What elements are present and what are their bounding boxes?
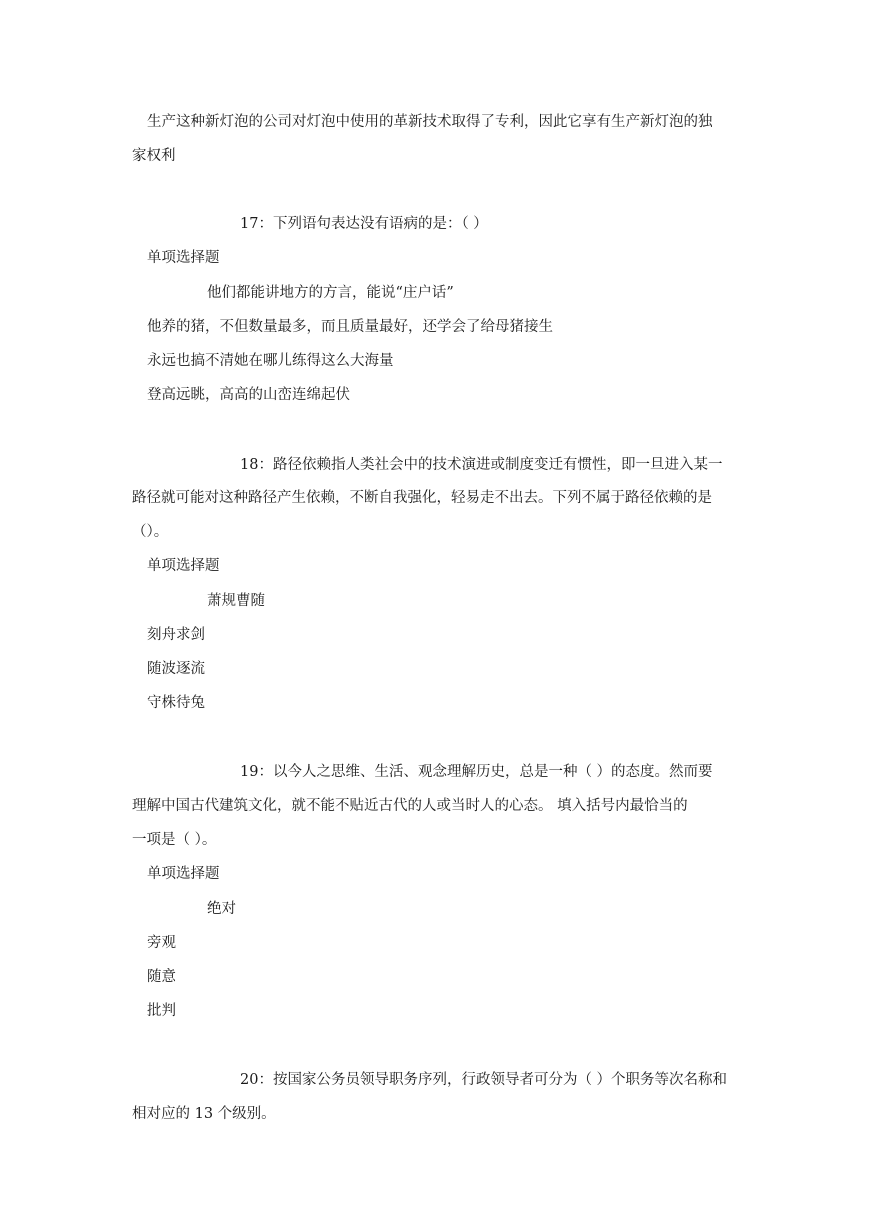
question-17-option-a[interactable]: 他们都能讲地方的方言，能说“庄户话” <box>207 285 454 301</box>
question-17-type: 单项选择题 <box>147 250 220 266</box>
question-19-option-a[interactable]: 绝对 <box>207 901 236 917</box>
question-17-option-b[interactable]: 他养的猪，不但数量最多，而且质量最好，还学会了给母猪接生 <box>147 319 553 335</box>
question-19-stem-line-3: 一项是（ ）。 <box>132 832 217 848</box>
question-19-type: 单项选择题 <box>147 866 220 882</box>
question-19-stem-line-1: 19：以今人之思维、生活、观念理解历史，总是一种（ ）的态度。然而要 <box>240 764 713 780</box>
question-18-option-d[interactable]: 守株待兔 <box>147 695 205 711</box>
question-18-stem-line-3: （）。 <box>132 524 169 540</box>
question-18-stem-line-2: 路径就可能对这种路径产生依赖，不断自我强化，轻易走不出去。下列不属于路径依赖的是 <box>132 490 712 506</box>
question-18-stem-line-1: 18：路径依赖指人类社会中的技术演进或制度变迁有惯性，即一旦进入某一 <box>240 457 723 473</box>
question-19-option-b[interactable]: 旁观 <box>147 935 176 951</box>
intro-line-2: 家权利 <box>132 148 176 164</box>
question-19-option-d[interactable]: 批判 <box>147 1003 176 1019</box>
question-17-stem: 17：下列语句表达没有语病的是：（ ） <box>240 216 488 232</box>
question-19-option-c[interactable]: 随意 <box>147 969 176 985</box>
question-18-option-c[interactable]: 随波逐流 <box>147 661 205 677</box>
question-20-stem-line-1: 20：按国家公务员领导职务序列，行政领导者可分为（ ）个职务等次名称和 <box>240 1072 728 1088</box>
question-17-option-c[interactable]: 永远也搞不清她在哪儿练得这么大海量 <box>147 353 394 369</box>
question-20-stem-line-2: 相对应的 13 个级别。 <box>132 1106 276 1122</box>
question-19-stem-line-2: 理解中国古代建筑文化，就不能不贴近古代的人或当时人的心态。 填入括号内最恰当的 <box>132 798 688 814</box>
question-18-type: 单项选择题 <box>147 558 220 574</box>
intro-line-1: 生产这种新灯泡的公司对灯泡中使用的革新技术取得了专利，因此它享有生产新灯泡的独 <box>147 114 713 130</box>
question-18-option-b[interactable]: 刻舟求剑 <box>147 627 205 643</box>
question-17-option-d[interactable]: 登高远眺，高高的山峦连绵起伏 <box>147 387 350 403</box>
question-18-option-a[interactable]: 萧规曹随 <box>207 593 265 609</box>
